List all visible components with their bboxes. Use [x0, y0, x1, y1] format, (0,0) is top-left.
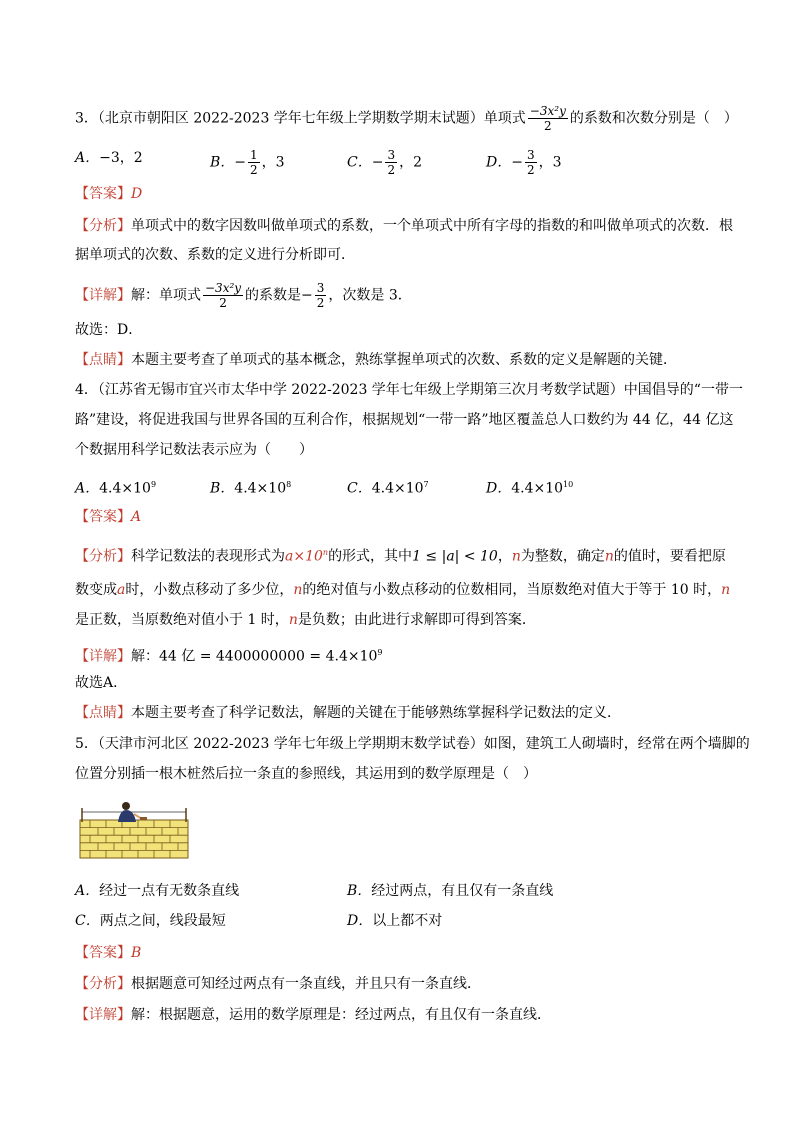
analysis-text: 的形式，其中: [328, 548, 413, 565]
q4-stem-line1: 4．（江苏省无锡市宜兴市太华中学 2022-2023 学年七年级上学期第三次月考数学试题）中国倡导的“一带一: [75, 382, 743, 398]
analysis-var: n: [511, 548, 521, 565]
option-letter: D．: [347, 913, 373, 929]
frac-num: 1: [250, 148, 258, 162]
answer-label: 【答案】: [75, 945, 131, 961]
option-letter: A．: [75, 480, 100, 497]
analysis-text: ，: [497, 548, 512, 565]
q3-choose: 故选：D．: [75, 322, 143, 338]
option-base: 4.4×10: [99, 480, 151, 497]
q3-option-d[interactable]: [486, 148, 562, 177]
analysis-label: 【分析】: [75, 976, 131, 992]
option-letter: C．: [347, 154, 372, 171]
answer-label: 【答案】: [75, 509, 131, 525]
answer-label: 【答案】: [75, 186, 131, 202]
option-fraction: [525, 148, 537, 177]
option-letter: A．: [75, 150, 100, 166]
q5-option-a[interactable]: [75, 881, 239, 901]
q4-option-a[interactable]: [75, 475, 156, 499]
analysis-text: 为整数，确定: [520, 548, 605, 565]
detail-neg: −: [301, 287, 313, 304]
analysis-inequality: 1 ≤ |a| < 10: [412, 548, 498, 565]
detail-text-a: 解：单项式: [131, 287, 201, 304]
option-text: 经过一点有无数条直线: [99, 883, 240, 899]
analysis-var: n: [288, 612, 298, 628]
option-letter: B．: [210, 154, 235, 171]
option-exp: 8: [286, 480, 292, 489]
option-exp: 10: [563, 480, 574, 489]
detail-label: 【详解】: [75, 648, 131, 665]
q4-analysis-line1: [75, 543, 726, 567]
option-letter: C．: [75, 913, 100, 929]
q5-answer: [75, 943, 141, 963]
analysis-label: 【分析】: [75, 218, 131, 234]
analysis-text: 单项式中的数字因数叫做单项式的系数，一个单项式中所有字母的指数的和叫做单项式的次数．根: [131, 218, 733, 234]
q3-stem-text-a: 3．（北京市朝阳区 2022-2023 学年七年级上学期数学期末试题）单项式: [75, 110, 526, 127]
analysis-var: a: [117, 582, 126, 598]
analysis-text: 数变成: [75, 582, 117, 598]
analysis-var: n: [721, 582, 731, 598]
option-base: 4.4×10: [371, 480, 424, 497]
q3-stem-text-b: 的系数和次数分别是（ ）: [569, 110, 738, 127]
q5-option-b[interactable]: [347, 881, 553, 901]
comment-label: 【点睛】: [75, 352, 131, 368]
answer-value: A: [131, 509, 142, 525]
frac-den: 2: [316, 296, 325, 310]
analysis-var: n: [293, 582, 303, 598]
q5-analysis: [75, 974, 481, 994]
detail-label: 【详解】: [75, 287, 131, 304]
option-letter: B．: [347, 883, 372, 899]
q3-analysis-line2: 据单项式的次数、系数的定义进行分析即可．: [75, 247, 355, 263]
frac-den: 2: [219, 296, 227, 310]
answer-value: D: [131, 186, 143, 202]
option-base: 4.4×10: [511, 480, 564, 497]
frac-num: 3: [387, 148, 396, 162]
option-letter: D．: [486, 154, 512, 171]
analysis-text: 根据题意可知经过两点有一条直线，并且只有一条直线．: [131, 976, 481, 992]
frac-den: 2: [250, 163, 258, 177]
q3-stem-fraction: [528, 104, 568, 133]
detail-fraction-2: [315, 281, 327, 310]
analysis-formula: a×10: [285, 548, 323, 565]
frac-den: 2: [526, 163, 535, 177]
option-exp: 9: [150, 480, 157, 489]
q3-option-a[interactable]: [75, 148, 143, 168]
q5-option-d[interactable]: [347, 911, 442, 931]
frac-num: 3: [526, 148, 535, 162]
option-fraction: [248, 148, 260, 177]
q4-stem-line2: 路”建设，将促进我国与世界各国的互利合作，根据规划“一带一路”地区覆盖总人口数约为 44 亿，44 亿这: [75, 412, 734, 428]
option-tail: ，3: [261, 154, 285, 171]
option-tail: ，2: [399, 154, 423, 171]
option-text: 两点之间，线段最短: [99, 913, 226, 929]
comment-text: 本题主要考查了科学记数法，解题的关键在于能够熟练掌握科学记数法的定义．: [131, 705, 621, 721]
q3-option-b[interactable]: [210, 148, 285, 177]
q3-analysis-line1: [75, 216, 733, 236]
q3-frac-den: 2: [544, 119, 552, 133]
analysis-label: 【分析】: [75, 548, 131, 565]
detail-text-c: ，次数是 3．: [328, 287, 412, 304]
option-letter: D．: [486, 480, 512, 497]
q3-comment: [75, 350, 677, 370]
detail-text: 解：44 亿 = 4400000000 = 4.4×10: [131, 648, 378, 665]
detail-exp: 9: [377, 648, 383, 657]
option-letter: B．: [210, 480, 235, 497]
option-tail: ，3: [538, 154, 562, 171]
q4-analysis-line3: [75, 610, 536, 630]
analysis-text: 时，小数点移动了多少位，: [125, 582, 294, 598]
q5-detail: [75, 1005, 551, 1025]
detail-text: 解：根据题意，运用的数学原理是：经过两点，有且仅有一条直线．: [131, 1007, 551, 1023]
q5-stem-line2: 位置分别插一根木桩然后拉一条直的参照线，其运用到的数学原理是（ ）: [75, 766, 537, 782]
q3-detail: [75, 281, 412, 310]
q4-option-c[interactable]: [347, 475, 429, 499]
q3-answer: [75, 184, 142, 204]
q4-detail: [75, 643, 383, 667]
option-base: 4.4×10: [234, 480, 287, 497]
option-fraction: [385, 148, 397, 177]
q3-option-c[interactable]: [347, 148, 422, 177]
frac-num: 3: [316, 281, 325, 295]
bricklayer-illustration: [78, 800, 190, 860]
analysis-formula-exp: n: [322, 548, 329, 557]
comment-label: 【点睛】: [75, 705, 131, 721]
option-text: −3，2: [99, 150, 143, 166]
q4-stem-line3: 个数据用科学记数法表示应为（ ）: [75, 442, 313, 458]
detail-label: 【详解】: [75, 1007, 131, 1023]
detail-fraction: [203, 281, 243, 310]
q4-comment: [75, 703, 621, 723]
option-neg: −: [371, 154, 384, 171]
option-exp: 7: [423, 480, 429, 489]
analysis-text: 科学记数法的表现形式为: [131, 548, 285, 565]
analysis-var: n: [604, 548, 614, 565]
answer-value: B: [131, 945, 142, 961]
q4-choose: 故选A．: [75, 675, 128, 691]
q4-analysis-line2: [75, 580, 730, 600]
option-letter: C．: [347, 480, 372, 497]
option-neg: −: [511, 154, 523, 171]
q3-stem: [75, 104, 738, 133]
q5-stem-line1: 5．（天津市河北区 2022-2023 学年七年级上学期期末数学试卷）如图，建筑工人砌墙时，经常在两个墙脚的: [75, 736, 750, 752]
frac-den: 2: [387, 163, 396, 177]
option-neg: −: [234, 154, 247, 171]
q3-frac-num: −3x²y: [529, 104, 566, 118]
option-text: 以上都不对: [372, 913, 443, 929]
q4-answer: [75, 507, 141, 527]
comment-text: 本题主要考查了单项式的基本概念，熟练掌握单项式的次数、系数的定义是解题的关键．: [131, 352, 677, 368]
analysis-text: 是正数，当原数绝对值小于 1 时，: [75, 612, 289, 628]
option-letter: A．: [75, 883, 100, 899]
q4-option-b[interactable]: [210, 475, 291, 499]
analysis-text: 是负数；由此进行求解即可得到答案．: [297, 612, 536, 628]
detail-text-b: 的系数是: [245, 287, 302, 304]
q5-option-c[interactable]: [75, 911, 226, 931]
option-text: 经过两点，有且仅有一条直线: [371, 883, 554, 899]
frac-num: −3x²y: [205, 281, 242, 295]
analysis-text: 的绝对值与小数点移动的位数相同，当原数绝对值大于等于 10 时，: [302, 582, 722, 598]
analysis-text: 的值时，要看把原: [613, 548, 726, 565]
q4-option-d[interactable]: [486, 475, 573, 499]
